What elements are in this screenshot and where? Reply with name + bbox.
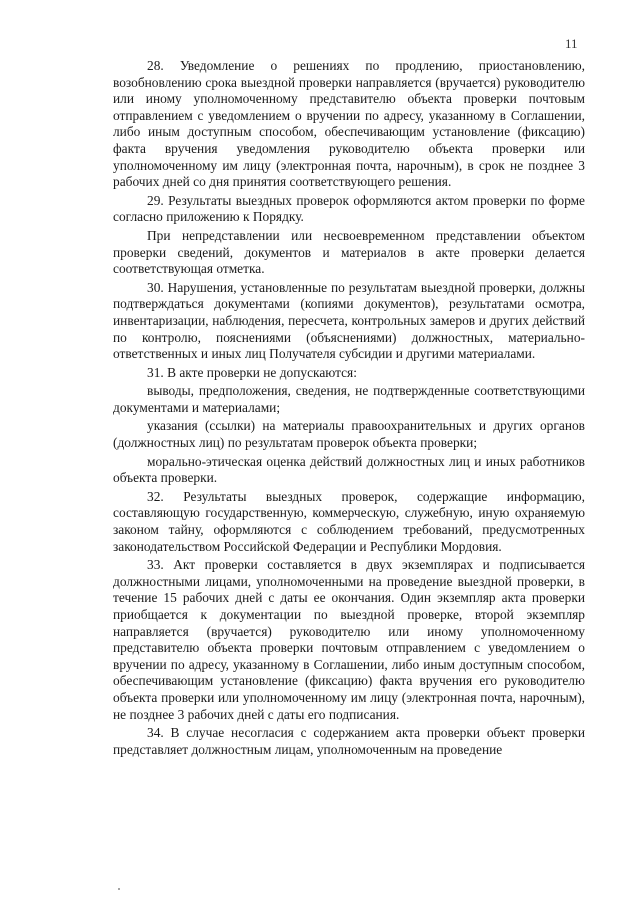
paragraph-33: 33. Акт проверки составляется в двух экземплярах и подписывается должностными лицами, уполномоченными на проведение выездной проверки, в течение 15 рабочих дней с даты ее окончания. Один экземпляр акта проверки приобщается к документации по выездной проверке, второй экземпляр направляется (вручается) руководителю или иному уполномоченному представителю объекта проверки почтовым отправлением с уведомлением о вручении по адресу, указанному в Соглашении, либо иным доступным способом, обеспечивающим установление (фиксацию) факта вручения его руководителю объекта проверки или уполномоченному им лицу (электронная почта, нарочным), не позднее 3 рабочих дней с даты его подписания.	[113, 557, 585, 722]
paragraph-28: 28. Уведомление о решениях по продлению, приостановлению, возобновлению срока выездной проверки направляется (вручается) руководителю или иному уполномоченному представителю объекта проверки почтовым отправлением с уведомлением о вручении по адресу, указанному в Соглашении, либо иным доступным способом, обеспечивающим установление (фиксацию) факта вручения уведомления руководителю объекта проверки или уполномоченному им лицу (электронная почта, нарочным), в срок не позднее 3 рабочих дней со дня принятия соответствующего решения.	[113, 58, 585, 190]
paragraph-31-item-2: указания (ссылки) на материалы правоохранительных и других органов (должностных лиц) по результатам проверок объекта проверки;	[113, 418, 585, 451]
paragraph-29-note: При непредставлении или несвоевременном представлении объектом проверки сведений, документов и материалов в акте проверки делается соответствующая отметка.	[113, 227, 585, 277]
paragraph-31-item-1: выводы, предположения, сведения, не подтвержденные соответствующими документами и материалами;	[113, 383, 585, 415]
page-number: 11	[565, 36, 578, 51]
paragraph-30: 30. Нарушения, установленные по результатам выездной проверки, должны подтверждаться документами (копиями документов), результатами осмотра, инвентаризации, наблюдения, пересчета, контрольных замеров и других действий по контролю, пояснениями (объяснениями) должностных, материально-ответственных и иных лиц Получателя субсидии и другими материалами.	[113, 279, 585, 362]
paragraph-34: 34. В случае несогласия с содержанием акта проверки объект проверки представляет должностным лицам, уполномоченным на проведение	[113, 725, 585, 757]
paragraph-32: 32. Результаты выездных проверок, содержащие информацию, составляющую государственную, коммерческую, служебную, иную охраняемую законом тайну, оформляются с соблюдением требований, предусмотренных законодательством Российской Федерации и Республики Мордовия.	[113, 488, 585, 554]
paragraph-31-item-3: морально-этическая оценка действий должностных лиц и иных работников объекта проверки.	[113, 453, 585, 486]
document-body	[113, 58, 585, 760]
paragraph-31: 31. В акте проверки не допускаются:	[147, 364, 357, 380]
paragraph-29: 29. Результаты выездных проверок оформляются актом проверки по форме согласно приложению к Порядку.	[113, 192, 585, 225]
scan-speck	[118, 888, 120, 890]
